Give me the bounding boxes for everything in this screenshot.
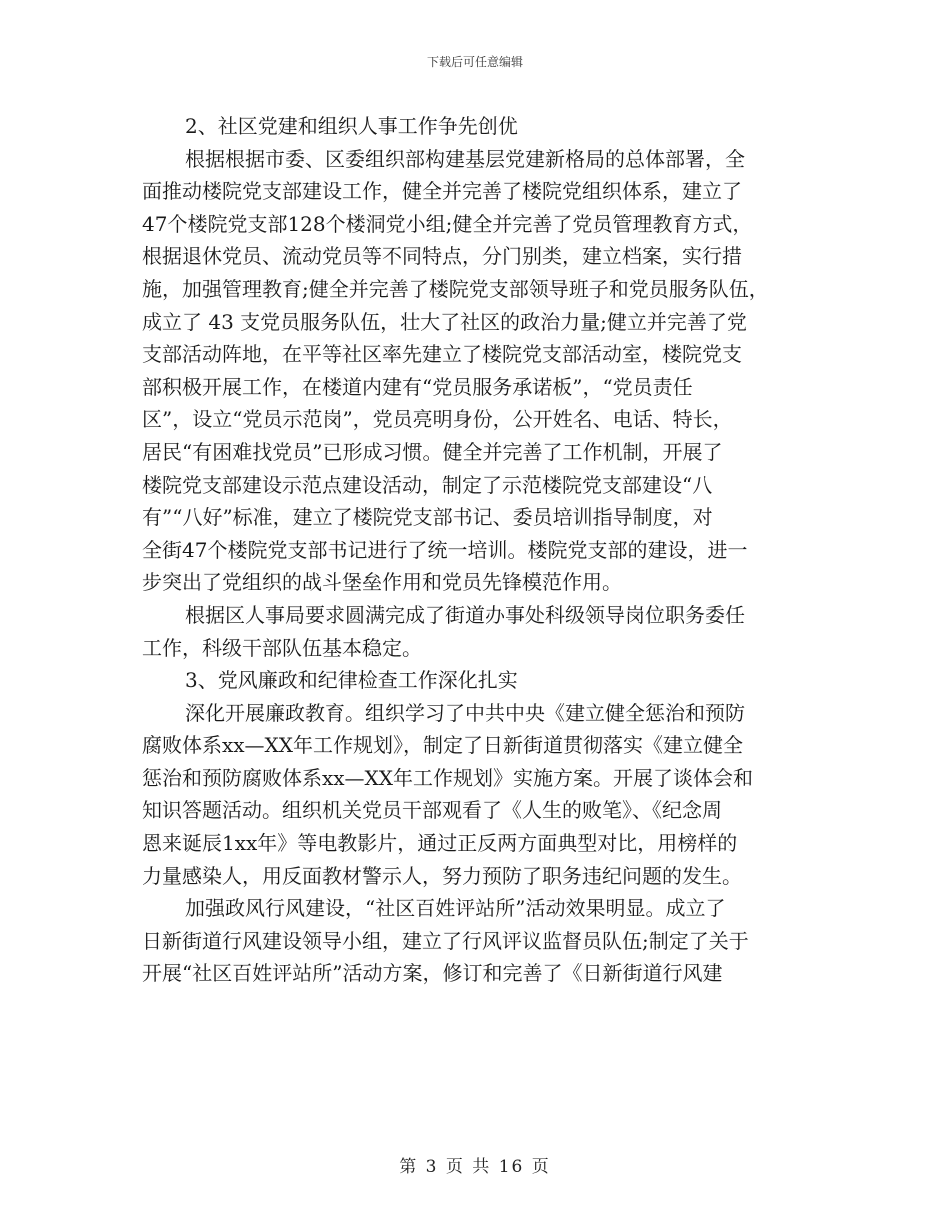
text-line: 深化开展廉政教育。组织学习了中共中央《建立健全惩治和预防 bbox=[185, 700, 745, 725]
text-line: 知识答题活动。组织机关党员干部观看了《人生的败笔》、《纪念周 bbox=[142, 798, 722, 823]
text-line: 3、党风廉政和纪律检查工作深化扎实 bbox=[185, 668, 518, 693]
text-line: 恩来诞辰1xx年》等电教影片，通过正反两方面典型对比，用榜样的 bbox=[142, 831, 738, 856]
page-footer: 第 3 页 共 16 页 bbox=[399, 1157, 551, 1177]
text-line: 区”，设立“党员示范岗”，党员亮明身份，公开姓名、电话、特长， bbox=[142, 407, 733, 432]
document-body bbox=[142, 110, 822, 990]
text-line: 有”“八好”标准，建立了楼院党支部书记、委员培训指导制度，对 bbox=[142, 505, 713, 530]
text-line: 全街47个楼院党支部书记进行了统一培训。楼院党支部的建设，进一 bbox=[142, 537, 748, 562]
page-header: 下载后可任意编辑 bbox=[426, 55, 523, 69]
text-line: 日新街道行风建设领导小组，建立了行风评议监督员队伍;制定了关于 bbox=[142, 928, 749, 953]
text-line: 惩治和预防腐败体系xx—XX年工作规划》实施方案。开展了谈体会和 bbox=[142, 765, 754, 790]
text-line: 工作，科级干部队伍基本稳定。 bbox=[142, 635, 422, 660]
text-line: 支部活动阵地，在平等社区率先建立了楼院党支部活动室，楼院党支 bbox=[142, 342, 742, 367]
text-line: 部积极开展工作，在楼道内建有“党员服务承诺板”，“党员责任 bbox=[142, 374, 693, 399]
text-line: 施，加强管理教育;健全并完善了楼院党支部领导班子和党员服务队伍， bbox=[142, 276, 769, 301]
text-line: 步突出了党组织的战斗堡垒作用和党员先锋模范作用。 bbox=[142, 570, 622, 595]
text-line: 根据退休党员、流动党员等不同特点，分门别类，建立档案，实行措 bbox=[142, 244, 742, 269]
text-line: 开展“社区百姓评站所”活动方案，修订和完善了《日新街道行风建 bbox=[142, 961, 723, 986]
text-line: 成立了 43 支党员服务队伍，壮大了社区的政治力量;健立并完善了党 bbox=[142, 309, 747, 334]
text-line: 居民“有困难找党员”已形成习惯。健全并完善了工作机制，开展了 bbox=[142, 439, 723, 464]
text-line: 加强政风行风建设，“社区百姓评站所”活动效果明显。成立了 bbox=[185, 896, 726, 921]
text-line: 2、社区党建和组织人事工作争先创优 bbox=[185, 114, 518, 138]
text-line: 47个楼院党支部128个楼洞党小组;健全并完善了党员管理教育方式， bbox=[142, 211, 753, 236]
text-line: 腐败体系xx—XX年工作规划》，制定了日新街道贯彻落实《建立健全 bbox=[142, 733, 744, 758]
text-line: 根据区人事局要求圆满完成了街道办事处科级领导岗位职务委任 bbox=[185, 602, 745, 627]
text-line: 根据根据市委、区委组织部构建基层党建新格局的总体部署，全 bbox=[185, 146, 745, 171]
text-line: 力量感染人，用反面教材警示人，努力预防了职务违纪问题的发生。 bbox=[142, 863, 742, 888]
text-line: 楼院党支部建设示范点建设活动，制定了示范楼院党支部建设“八 bbox=[142, 472, 713, 497]
text-line: 面推动楼院党支部建设工作，健全并完善了楼院党组织体系，建立了 bbox=[142, 179, 742, 204]
